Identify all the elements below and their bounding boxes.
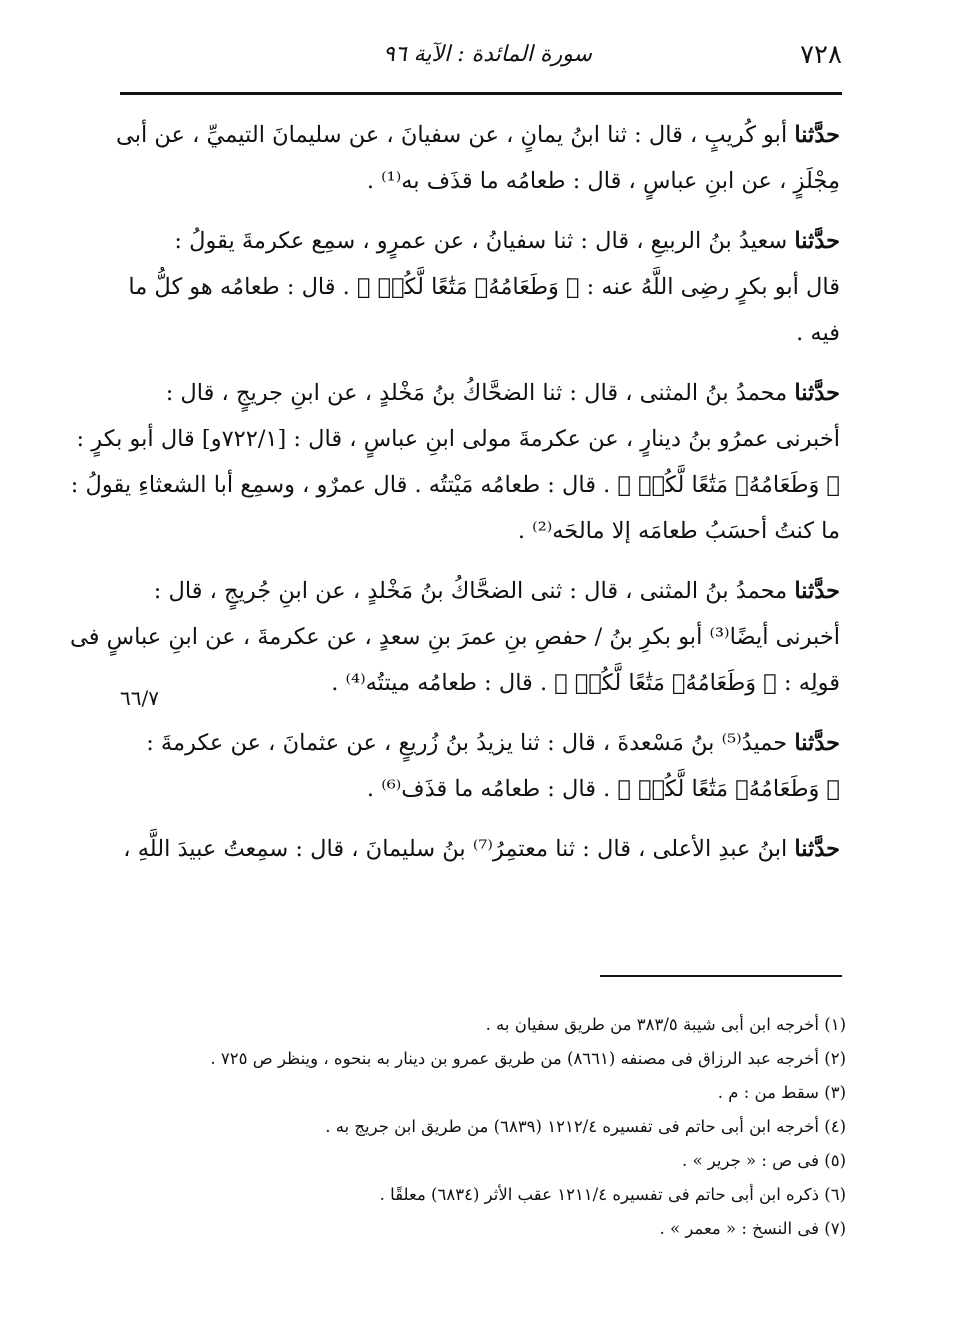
line-text: ما كنتُ أحسَبُ طعامَه إلا مالحَه⁽²⁾ .	[517, 518, 840, 544]
text-line	[126, 218, 840, 264]
footnote: (٤) أخرجه ابن أبى حاتم فى تفسيره ١٢١٢/٤ (٦٨٣٩) من طريق ابن جريج به .	[325, 1117, 846, 1136]
text-line	[126, 660, 840, 706]
text-line	[76, 416, 840, 462]
text-line	[126, 568, 840, 614]
footnote: (٦) ذكره ابن أبى حاتم فى تفسيره ١٢١١/٤ عقب الأثر (٦٨٣٤) معلقًا .	[379, 1185, 846, 1204]
line-text: ﴿ وَطَعَامُهُۥ مَتَٰعًا لَّكُمۡ ﴾ . قال : طعامُه ما قذَف⁽⁶⁾ .	[366, 776, 840, 802]
text-line	[126, 264, 840, 310]
hadith-paragraph	[70, 370, 840, 554]
text-line	[126, 370, 840, 416]
line-text: فيه .	[796, 320, 840, 346]
footnote: (٣) سقط من : م .	[717, 1083, 846, 1102]
footnote: (١) أخرجه ابن أبى شيبة ٣٨٣/٥ من طريق سفيان به .	[485, 1015, 846, 1034]
hadith-paragraph	[126, 218, 840, 356]
narration-keyword: حدَّثنا	[794, 836, 840, 862]
margin-reference: ٦٦/٧	[120, 686, 159, 710]
line-text: أبو كُريبٍ ، قال : ثنا ابنُ يمانٍ ، عن سفيانَ ، عن سليمانَ التيميِّ ، عن أبى	[115, 122, 788, 148]
line-text: قال أبو بكرٍ رضِى اللَّهُ عنه : ﴿ وَطَعَامُهُۥ مَتَٰعًا لَّكُمۡ ﴾ . قال : طعامُه هو كلُّ ما	[128, 274, 840, 300]
page-number: ٧٢٨	[800, 40, 842, 70]
narration-keyword: حدَّثنا	[794, 122, 840, 148]
line-text: قولِه : ﴿ وَطَعَامُهُۥ مَتَٰعًا لَّكُمۡ ﴾ . قال : طعامُه ميتتُه⁽⁴⁾ .	[331, 670, 840, 696]
text-line	[126, 766, 840, 812]
page-header	[120, 36, 842, 88]
text-line	[126, 720, 840, 766]
line-text: ﴿ وَطَعَامُهُۥ مَتَٰعًا لَّكُمۡ ﴾ . قال : طعامُه مَيْتتُه . قال عمرٌو ، وسمِع أبا الشعثاءِ يقولُ :	[70, 472, 840, 498]
hadith-paragraph	[69, 568, 840, 706]
header-rule	[120, 92, 842, 95]
narration-keyword: حدَّثنا	[794, 578, 840, 604]
line-text: سعيدُ بنُ الربيعِ ، قال : ثنا سفيانُ ، عن عمرٍو ، سمِع عكرمةَ يقولُ :	[174, 228, 788, 254]
text-line	[126, 158, 840, 204]
line-text: محمدُ بنُ المثنى ، قال : ثنا الضحَّاكُ بنُ مَخْلدٍ ، عن ابنِ جريجٍ ، قال :	[165, 380, 788, 406]
line-text: أخبرنى عمرُو بنُ دينارٍ ، عن عكرمةَ مولى ابنِ عباسٍ ، قال : [٧٢٢/١و] قال أبو بكرٍ :	[76, 426, 840, 452]
narration-keyword: حدَّثنا	[794, 228, 840, 254]
hadith-paragraph	[123, 826, 840, 872]
narration-keyword: حدَّثنا	[794, 730, 840, 756]
line-text: أخبرنى أيضًا⁽³⁾ أبو بكرِ بنُ / حفصِ بنِ عمرَ بنِ سعدٍ ، عن عكرمةَ ، عن ابنِ عباسٍ فى	[69, 624, 840, 650]
main-text	[69, 112, 840, 886]
hadith-paragraph	[126, 720, 840, 812]
footnote-rule	[600, 975, 842, 977]
text-line	[70, 462, 840, 508]
narration-keyword: حدَّثنا	[794, 380, 840, 406]
text-line	[69, 614, 840, 660]
text-line	[126, 508, 840, 554]
footnote: (٥) فى ص : « جرير » .	[681, 1151, 846, 1170]
footnote: (٧) فى النسخ : « معمر » .	[659, 1219, 846, 1238]
line-text: حميدُ⁽⁵⁾ بنُ مَسْعدةَ ، قال : ثنا يزيدُ بنُ زُريعٍ ، عن عثمانَ ، عن عكرمةَ :	[146, 730, 788, 756]
hadith-paragraph	[115, 112, 840, 204]
footnotes	[150, 1008, 846, 1246]
running-title: سورة المائدة : الآية ٩٦	[383, 42, 592, 67]
line-text: مِجْلَزٍ ، عن ابنِ عباسٍ ، قال : طعامُه ما قذَف به⁽¹⁾ .	[366, 168, 840, 194]
line-text: ابنُ عبدِ الأعلى ، قال : ثنا معتمِرُ⁽⁷⁾ بنُ سليمانَ ، قال : سمِعتُ عبيدَ اللَّهِ ،	[123, 836, 788, 862]
text-line	[123, 826, 840, 872]
text-line	[115, 112, 840, 158]
line-text: محمدُ بنُ المثنى ، قال : ثنى الضحَّاكُ بنُ مَخْلدٍ ، عن ابنِ جُريجٍ ، قال :	[153, 578, 788, 604]
footnote: (٢) أخرجه عبد الرزاق فى مصنفه (٨٦٦١) من طريق عمرو بن دينار به بنحوه ، وينظر ص ٧٢٥ .	[210, 1049, 846, 1068]
text-line	[126, 310, 840, 356]
